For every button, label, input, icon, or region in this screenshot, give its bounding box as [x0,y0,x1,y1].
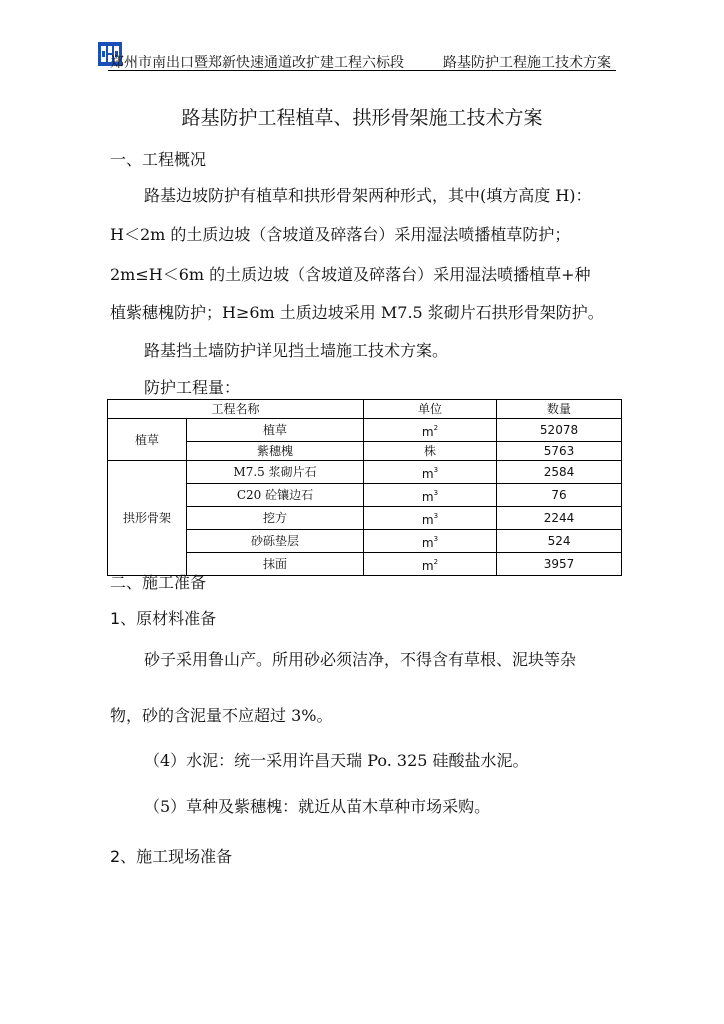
quantity-cell: 2584 [497,461,622,484]
unit-cell: $m^3$ [364,484,497,507]
group-name-cell: 拱形骨架 [108,461,187,576]
item-cell: 紫穗槐 [187,442,364,461]
table-header-row [108,400,622,419]
quantity-cell: 52078 [497,419,622,442]
table-header-cell: 数量 [497,400,622,419]
item-cell: 挖方 [187,507,364,530]
table-header-cell: 工程名称 [108,400,364,419]
section-2-heading: 二、施工准备 [110,573,207,592]
paragraph-line: 砂子采用鲁山产。所用砂必须洁净，不得含有草根、泥块等杂 [144,650,577,669]
section-1-heading: 一、工程概况 [110,150,207,169]
quantity-cell: 76 [497,484,622,507]
paragraph-line: 2m≤H＜6m 的土质边坡（含坡道及碎落台）采用湿法喷播植草+种 [110,265,591,284]
page-title: 路基防护工程植草、拱形骨架施工技术方案 [181,107,543,129]
paragraph-line: 路基边坡防护有植草和拱形骨架两种形式，其中(填方高度 H)： [144,186,592,205]
table-header-cell: 单位 [364,400,497,419]
paragraph-line: H＜2m 的土质边坡（含坡道及碎落台）采用湿法喷播植草防护； [110,225,571,244]
unit-cell: $m^2$ [364,553,497,576]
header-doc-name: 路基防护工程施工技术方案 [443,55,611,71]
item-cell: M7.5 浆砌片石 [187,461,364,484]
table-row [108,419,622,442]
paragraph-line: 防护工程量： [144,378,241,397]
item-cell: C20 砼镶边石 [187,484,364,507]
subsection-heading: 1、原材料准备 [110,609,217,628]
unit-cell: $m^3$ [364,461,497,484]
paragraph-line: （4）水泥：统一采用许昌天瑞 Po. 325 硅酸盐水泥。 [144,751,529,770]
paragraph-line: 植紫穗槐防护；H≥6m 土质边坡采用 M7.5 浆砌片石拱形骨架防护。 [110,303,604,322]
paragraph-line: （5）草种及紫穗槐：就近从苗木草种市场采购。 [144,797,491,816]
item-cell: 砂砾垫层 [187,530,364,553]
paragraph-line: 路基挡土墙防护详见挡土墙施工技术方案。 [144,341,449,360]
unit-cell: $m^2$ [364,419,497,442]
quantity-cell: 524 [497,530,622,553]
item-cell: 植草 [187,419,364,442]
unit-cell: $m^3$ [364,507,497,530]
table-row [108,461,622,484]
header-project-name: 郑州市南出口暨郑新快速通道改扩建工程六标段 [110,55,404,71]
item-cell: 抹面 [187,553,364,576]
quantity-table [107,399,622,576]
subsection-heading: 2、施工现场准备 [110,847,233,866]
unit-cell: 株 [364,442,497,461]
paragraph-line: 物，砂的含泥量不应超过 3%。 [110,706,333,725]
quantity-cell: 3957 [497,553,622,576]
header-divider [108,70,616,71]
group-name-cell: 植草 [108,419,187,461]
unit-cell: $m^3$ [364,530,497,553]
quantity-cell: 5763 [497,442,622,461]
quantity-cell: 2244 [497,507,622,530]
